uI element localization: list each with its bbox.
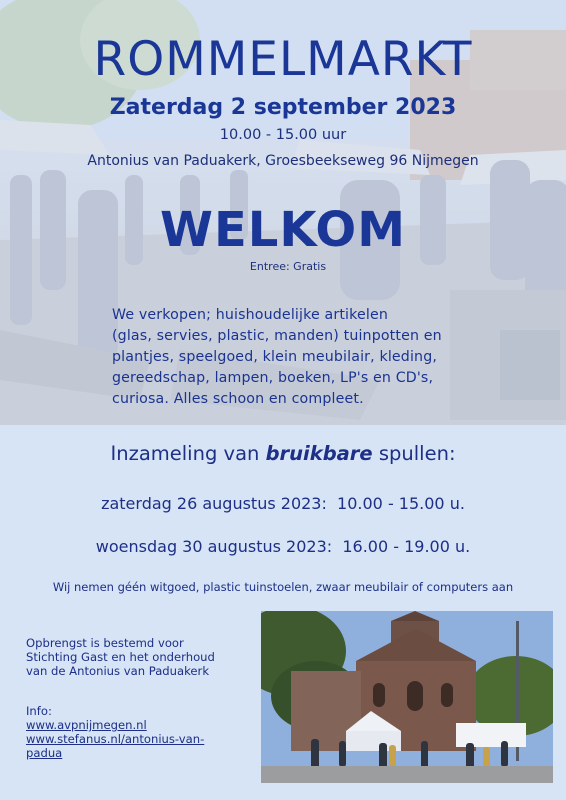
collection-date-label: woensdag 30 augustus 2023: bbox=[95, 537, 333, 556]
collection-date-label: zaterdag 26 augustus 2023: bbox=[101, 494, 327, 513]
info-label: Info: bbox=[26, 704, 52, 718]
collection-date-1 bbox=[0, 494, 566, 513]
event-time: 10.00 - 15.00 uur bbox=[219, 127, 347, 143]
collection-heading bbox=[0, 442, 566, 465]
collection-heading-emphasis: bruikbare bbox=[265, 442, 373, 465]
sale-line: curiosa. Alles schoon en compleet. bbox=[112, 391, 364, 407]
sale-line: (glas, servies, plastic, manden) tuinpotten en bbox=[112, 328, 442, 344]
sale-line: gereedschap, lampen, boeken, LP's en CD's, bbox=[112, 370, 434, 386]
avp-website-link[interactable]: www.avpnijmegen.nl bbox=[26, 718, 147, 732]
proceeds-line: Opbrengst is bestemd voor bbox=[26, 636, 184, 650]
sale-items-description bbox=[112, 305, 442, 410]
sale-line: We verkopen; huishoudelijke artikelen bbox=[112, 307, 388, 323]
stefanus-website-link[interactable] bbox=[26, 732, 204, 746]
proceeds-text bbox=[26, 636, 256, 678]
entrance-fee: Entree: Gratis bbox=[249, 260, 327, 273]
welcome-heading: WELKOM bbox=[160, 202, 406, 258]
not-accepted-notice: Wij nemen géén witgoed, plastic tuinstoelen, zwaar meubilair of computers aan bbox=[52, 580, 514, 594]
stefanus-website-link-continued[interactable]: padua bbox=[26, 746, 63, 760]
event-date: Zaterdag 2 september 2023 bbox=[109, 95, 457, 120]
link-part: www.stefanus.nl/ bbox=[26, 732, 125, 746]
church-photo bbox=[261, 611, 553, 783]
event-location: Antonius van Paduakerk, Groesbeekseweg 96 Nijmegen bbox=[87, 153, 479, 169]
info-block bbox=[26, 704, 256, 760]
collection-date-2 bbox=[0, 537, 566, 556]
collection-time: 16.00 - 19.00 u. bbox=[342, 537, 471, 556]
sale-line: plantjes, speelgoed, klein meubilair, kleding, bbox=[112, 349, 438, 365]
proceeds-line: van de Antonius van Paduakerk bbox=[26, 664, 210, 678]
collection-heading-text: Inzameling van bbox=[110, 442, 266, 465]
collection-heading-text: spullen: bbox=[372, 442, 456, 465]
poster-title: ROMMELMARKT bbox=[93, 32, 473, 87]
link-part: antonius-van- bbox=[124, 732, 205, 746]
church-scene-illustration bbox=[261, 611, 553, 783]
collection-time: 10.00 - 15.00 u. bbox=[337, 494, 465, 513]
proceeds-line: Stichting Gast en het onderhoud bbox=[26, 650, 215, 664]
